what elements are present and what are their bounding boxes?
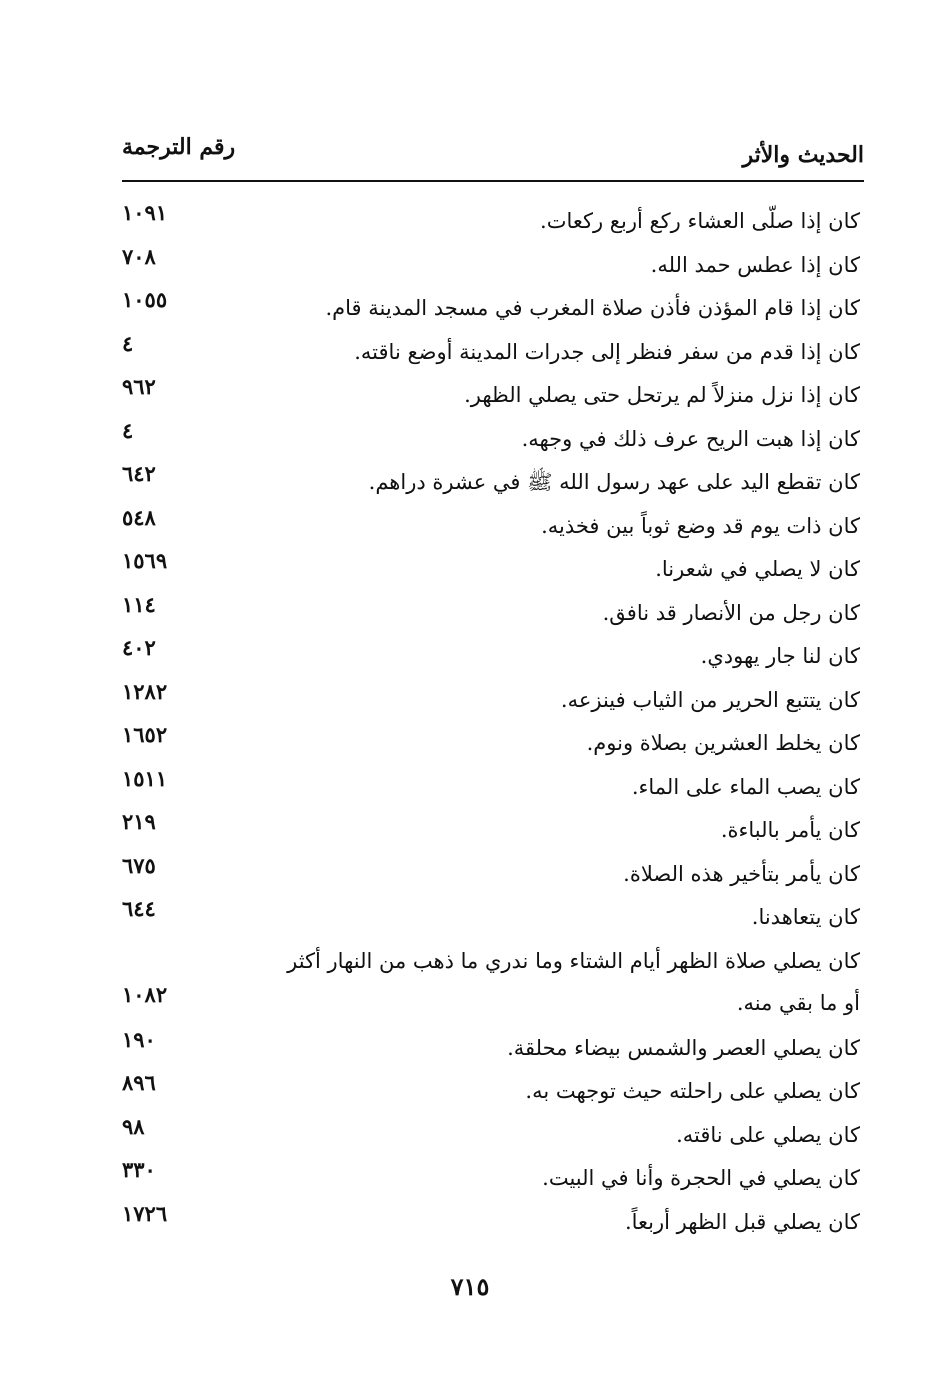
entry-text: كان يأمر بتأخير هذه الصلاة.	[623, 861, 860, 886]
entry-text: كان رجل من الأنصار قد نافق.	[602, 600, 860, 625]
entry-number: ١١٤	[122, 591, 156, 617]
entry-text: كان لنا جار يهودي.	[700, 644, 860, 668]
entry-number: ٨٩٦	[122, 1070, 156, 1095]
index-entry	[0, 936, 940, 1023]
index-entry	[0, 1110, 940, 1154]
entry-text: كان يصب الماء على الماء.	[631, 774, 860, 799]
index-entries	[0, 196, 940, 1240]
index-entry	[0, 849, 940, 893]
index-entry	[0, 1153, 940, 1197]
entry-text: كان إذا قام المؤذن فأذن صلاة المغرب في مسجد المدينة قام.	[325, 296, 860, 320]
index-entry	[0, 370, 940, 414]
index-entry	[0, 1197, 940, 1241]
entry-number: ٤٠٢	[122, 635, 156, 660]
entry-text: كان يتعاهدنا.	[751, 905, 860, 929]
index-entry	[0, 892, 940, 936]
entry-number: ١٥١١	[122, 765, 168, 791]
entry-number: ٩٨	[122, 1113, 145, 1139]
entry-text: كان إذا هبت الريح عرف ذلك في وجهه.	[521, 426, 860, 451]
entry-text: كان إذا نزل منزلاً لم يرتحل حتى يصلي الظهر.	[464, 383, 860, 407]
entry-number: ٦٤٢	[122, 461, 156, 486]
entry-number: ١٠٨٢	[122, 981, 168, 1007]
index-entry	[0, 414, 940, 458]
entry-text: كان لا يصلي في شعرنا.	[655, 557, 860, 581]
index-entry	[0, 544, 940, 588]
entry-text: كان ذات يوم قد وضع ثوباً بين فخذيه.	[541, 513, 860, 538]
entry-number: ١٠٥٥	[122, 287, 168, 312]
entry-number: ١٥٦٩	[122, 548, 168, 573]
entry-text: كان يصلي على راحلته حيث توجهت به.	[525, 1079, 860, 1103]
entry-number: ١٧٢٦	[122, 1200, 168, 1226]
entry-number: ٣٣٠	[122, 1157, 156, 1182]
index-entry	[0, 501, 940, 545]
entry-number: ٤	[122, 417, 134, 443]
entry-text: كان يتتبع الحرير من الثياب فينزعه.	[560, 687, 860, 712]
entry-text: كان إذا قدم من سفر فنظر إلى جدرات المدينة أوضع ناقته.	[354, 339, 860, 364]
index-entry	[0, 675, 940, 719]
entry-text: كان إذا عطس حمد الله.	[650, 252, 860, 277]
page-number: ٧١٥	[450, 1272, 490, 1301]
entry-text: كان يصلي قبل الظهر أربعاً.	[624, 1209, 860, 1234]
index-entry	[0, 283, 940, 327]
entry-text: كان يصلي في الحجرة وأنا في البيت.	[542, 1166, 860, 1190]
entry-number: ٤	[122, 330, 134, 356]
entry-number: ٦٤٤	[122, 896, 156, 921]
index-entry	[0, 1023, 940, 1067]
entry-text: كان تقطع اليد على عهد رسول الله ﷺ في عشرة دراهم.	[368, 470, 860, 494]
column-heading-hadith: الحديث والأثر	[742, 142, 864, 168]
index-entry	[0, 631, 940, 675]
index-entry	[0, 718, 940, 762]
index-entry	[0, 588, 940, 632]
entry-number: ٢١٩	[122, 809, 156, 834]
entry-text: كان إذا صلّى العشاء ركع أربع ركعات.	[540, 209, 860, 233]
entry-text: كان يصلي العصر والشمس بيضاء محلقة.	[507, 1035, 860, 1060]
index-entry	[0, 457, 940, 501]
entry-number: ٩٦٢	[122, 374, 156, 399]
entry-number: ١٠٩١	[122, 200, 168, 225]
index-entry	[0, 196, 940, 240]
entry-text: كان يخلط العشرين بصلاة ونوم.	[586, 731, 860, 755]
entry-text: كان يصلي على ناقته.	[676, 1122, 860, 1147]
entry-number: ١٩٠	[122, 1026, 156, 1052]
index-entry	[0, 240, 940, 284]
entry-number: ٥٤٨	[122, 504, 156, 530]
index-entry	[0, 762, 940, 806]
index-entry	[0, 1066, 940, 1110]
index-entry	[0, 327, 940, 371]
entry-number: ١٢٨٢	[122, 678, 168, 704]
entry-text: كان يصلي صلاة الظهر أيام الشتاء وما ندري ما ذهب من النهار أكثر أو ما بقي منه.	[287, 948, 860, 1015]
entry-text: كان يأمر بالباءة.	[720, 818, 860, 842]
entry-number: ٧٠٨	[122, 243, 156, 269]
entry-number: ٦٧٥	[122, 852, 156, 878]
column-heading-entry-number: رقم الترجمة	[122, 134, 236, 160]
index-entry	[0, 805, 940, 849]
header-divider	[122, 180, 864, 182]
entry-number: ١٦٥٢	[122, 722, 168, 747]
